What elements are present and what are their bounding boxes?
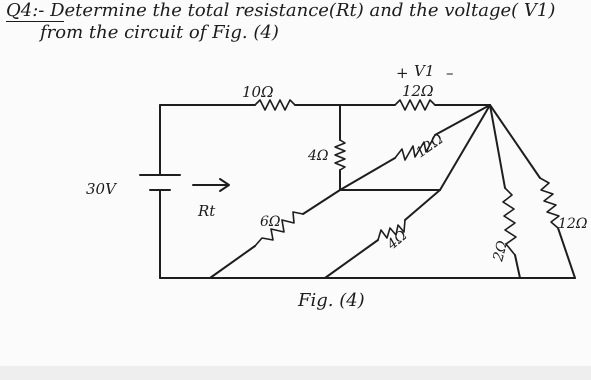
label-v1-plus: + (396, 64, 409, 82)
wire-lower-mid-b (405, 190, 440, 220)
label-r-right-outer: 12Ω (558, 216, 588, 232)
label-r-lower-mid: 4Ω (384, 227, 411, 254)
label-rt: Rt (198, 202, 216, 220)
wire-diag-upper-a (340, 158, 395, 190)
resistor-12-ohm-right (540, 178, 559, 228)
wire-right-outer-b (558, 228, 575, 278)
wire-right-inner-b (515, 255, 520, 278)
label-v1-minus: – (446, 64, 454, 82)
wire-inner-diagonal-lower (303, 190, 340, 214)
label-r-right-inner: 2Ω (490, 239, 512, 264)
resistor-4-ohm-vertical (335, 140, 345, 170)
label-r-lower-left: 6Ω (260, 214, 281, 230)
figure-caption: Fig. (4) (298, 290, 365, 311)
label-r-v1: 12Ω (402, 82, 434, 100)
question-line-1: Q4:- Determine the total resistance(Rt) and the voltage( V1) (6, 0, 556, 21)
wire-lower-mid-a (325, 240, 378, 278)
question-line-2: from the circuit of Fig. (4) (40, 22, 279, 43)
label-r-mid-vertical: 4Ω (308, 148, 329, 164)
wire-lower-left-diagonal (210, 246, 255, 278)
label-r-diag-upper: 12Ω (413, 131, 447, 162)
label-r-top: 10Ω (242, 83, 274, 101)
bottom-margin-strip (0, 366, 591, 380)
label-source: 30V (86, 180, 116, 198)
label-v1-name: V1 (414, 62, 435, 80)
resistor-10-ohm (255, 100, 295, 110)
resistor-12-ohm-v1 (395, 100, 435, 110)
